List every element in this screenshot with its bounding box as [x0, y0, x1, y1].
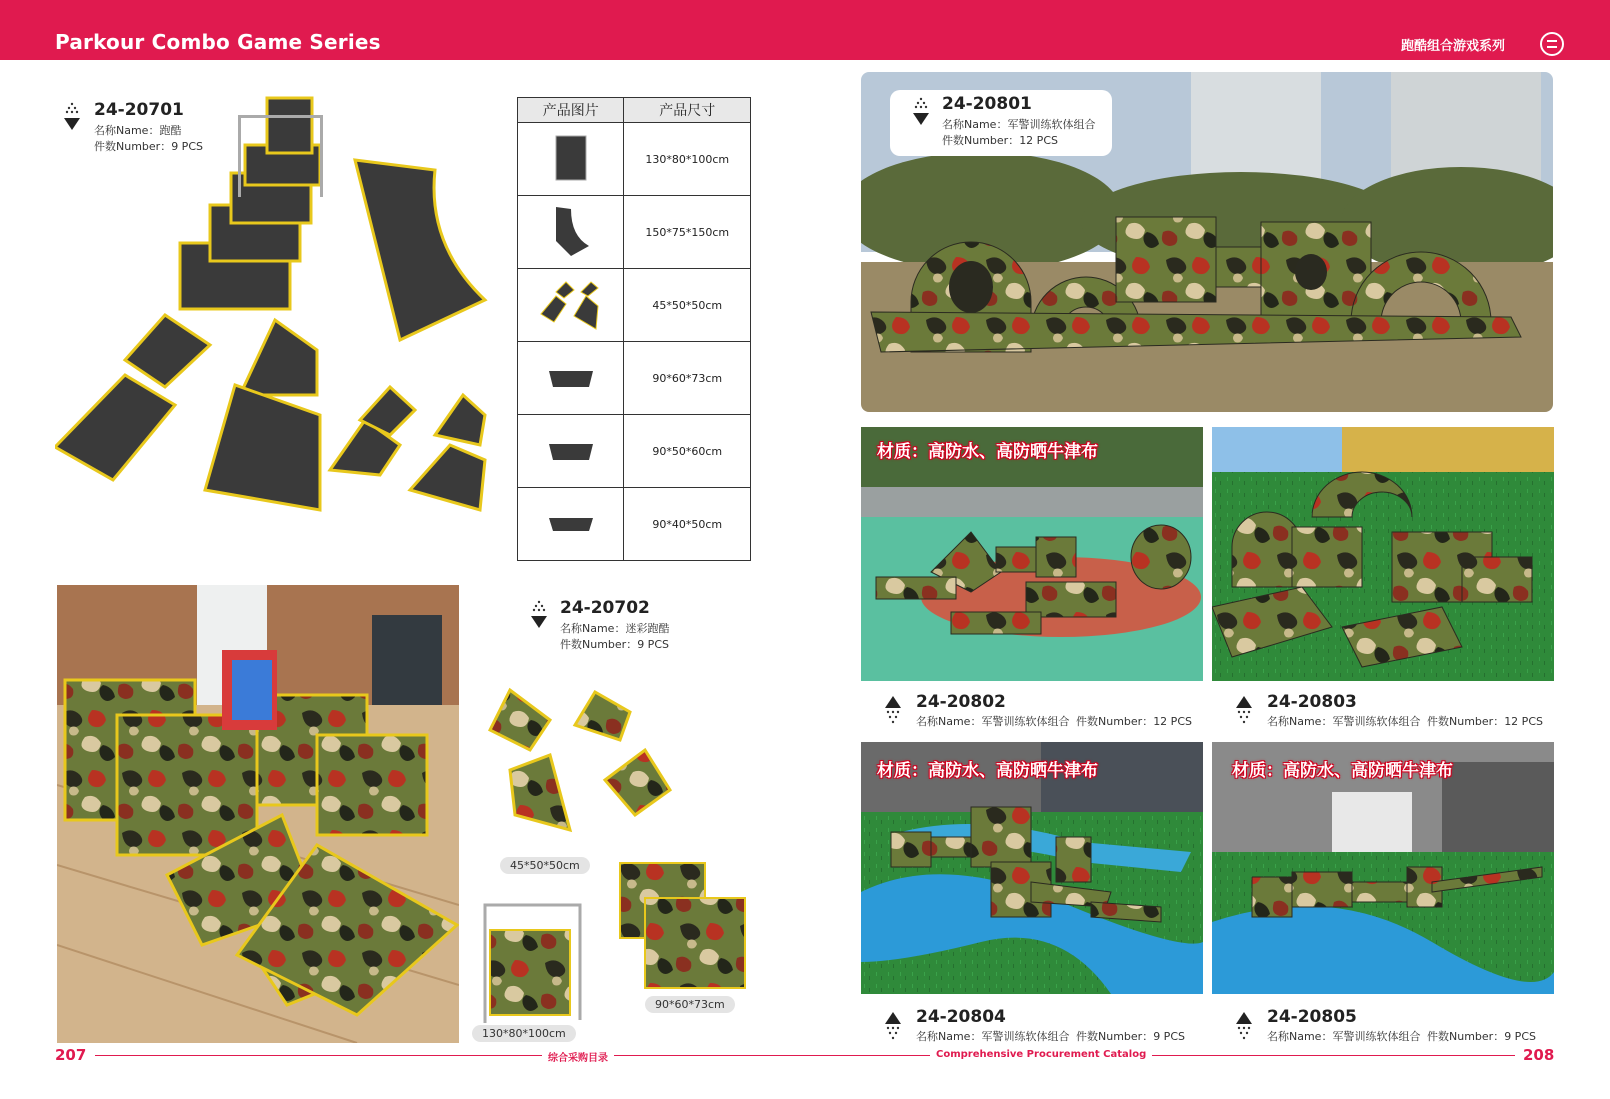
product-name: 名称Name：军警训练软体组合 — [1267, 715, 1421, 728]
column-header: 产品尺寸 — [624, 98, 751, 123]
table-cell-size: 90*60*73cm — [624, 342, 751, 415]
product-count: 件数Number：9 PCS — [94, 140, 203, 153]
size-spec-table — [517, 97, 751, 561]
table-row — [518, 123, 751, 196]
product-code: 24-20702 — [560, 598, 650, 618]
product-code: 24-20805 — [1267, 1007, 1357, 1027]
product-code: 24-20701 — [94, 100, 184, 120]
product-code: 24-20803 — [1267, 692, 1357, 712]
product-name: 名称Name：军警训练软体组合 — [916, 1030, 1070, 1043]
arrow-down-icon — [912, 97, 930, 127]
material-note: 材质：高防水、高防晒牛津布 — [877, 761, 1098, 781]
product-code: 24-20802 — [916, 692, 1006, 712]
table-cell-size: 90*50*60cm — [624, 415, 751, 488]
product-name: 名称Name：军警训练软体组合 — [1267, 1030, 1421, 1043]
arrow-down-icon — [530, 600, 548, 630]
table-row — [518, 342, 751, 415]
product-count: 件数Number：9 PCS — [560, 638, 669, 651]
training-set-photo-20803 — [1212, 427, 1554, 681]
table-thumbnail — [518, 196, 624, 269]
table-thumbnail — [518, 123, 624, 196]
product-code: 24-20804 — [916, 1007, 1006, 1027]
camo-vault-image — [480, 895, 590, 1025]
table-thumbnail — [518, 488, 624, 561]
product-count: 件数Number：12 PCS — [1076, 715, 1192, 728]
table-cell-size: 90*40*50cm — [624, 488, 751, 561]
product-name: 名称Name：跑酷 — [94, 124, 182, 137]
table-cell-size: 150*75*150cm — [624, 196, 751, 269]
table-row — [518, 196, 751, 269]
camo-wedge-set-image — [485, 680, 695, 855]
arrow-up-icon — [884, 694, 902, 724]
product-count: 件数Number：9 PCS — [1427, 1030, 1536, 1043]
arrow-up-icon — [884, 1010, 902, 1040]
camo-parkour-room-photo — [57, 585, 459, 1043]
list-circle-icon — [1540, 32, 1564, 56]
material-note: 材质：高防水、高防晒牛津布 — [877, 442, 1098, 462]
material-note: 材质：高防水、高防晒牛津布 — [1232, 761, 1453, 781]
table-thumbnail — [518, 415, 624, 488]
product-count: 件数Number：12 PCS — [942, 134, 1058, 147]
table-cell-size: 45*50*50cm — [624, 269, 751, 342]
arrow-up-icon — [1235, 1010, 1253, 1040]
table-row — [518, 415, 751, 488]
size-label: 45*50*50cm — [500, 857, 590, 874]
camo-block-set-image — [615, 858, 750, 993]
footer-catalog-english: Comprehensive Procurement Catalog — [930, 1049, 1152, 1060]
table-row — [518, 488, 751, 561]
product-name: 名称Name：迷彩跑酷 — [560, 622, 670, 635]
size-label: 130*80*100cm — [472, 1025, 576, 1042]
product-name: 名称Name：军警训练软体组合 — [916, 715, 1070, 728]
product-count: 件数Number：12 PCS — [1427, 715, 1543, 728]
table-header-row — [518, 98, 751, 123]
column-header: 产品图片 — [518, 98, 624, 123]
product-count: 件数Number：9 PCS — [1076, 1030, 1185, 1043]
footer-catalog-chinese: 综合采购目录 — [542, 1049, 614, 1064]
page-number-left: 207 — [55, 1046, 87, 1064]
page-number-right: 208 — [1523, 1046, 1555, 1064]
table-thumbnail — [518, 269, 624, 342]
product-name: 名称Name：军警训练软体组合 — [942, 118, 1096, 131]
size-label: 90*60*73cm — [645, 996, 735, 1013]
arrow-up-icon — [1235, 694, 1253, 724]
table-row — [518, 269, 751, 342]
training-set-photo-20802 — [861, 427, 1203, 681]
table-thumbnail — [518, 342, 624, 415]
table-cell-size: 130*80*100cm — [624, 123, 751, 196]
product-code: 24-20801 — [942, 94, 1032, 114]
footer-divider — [95, 1055, 1515, 1056]
series-title-chinese: 跑酷组合游戏系列 — [1400, 39, 1505, 54]
parkour-set-image — [55, 95, 500, 530]
series-title: Parkour Combo Game Series — [55, 30, 381, 54]
